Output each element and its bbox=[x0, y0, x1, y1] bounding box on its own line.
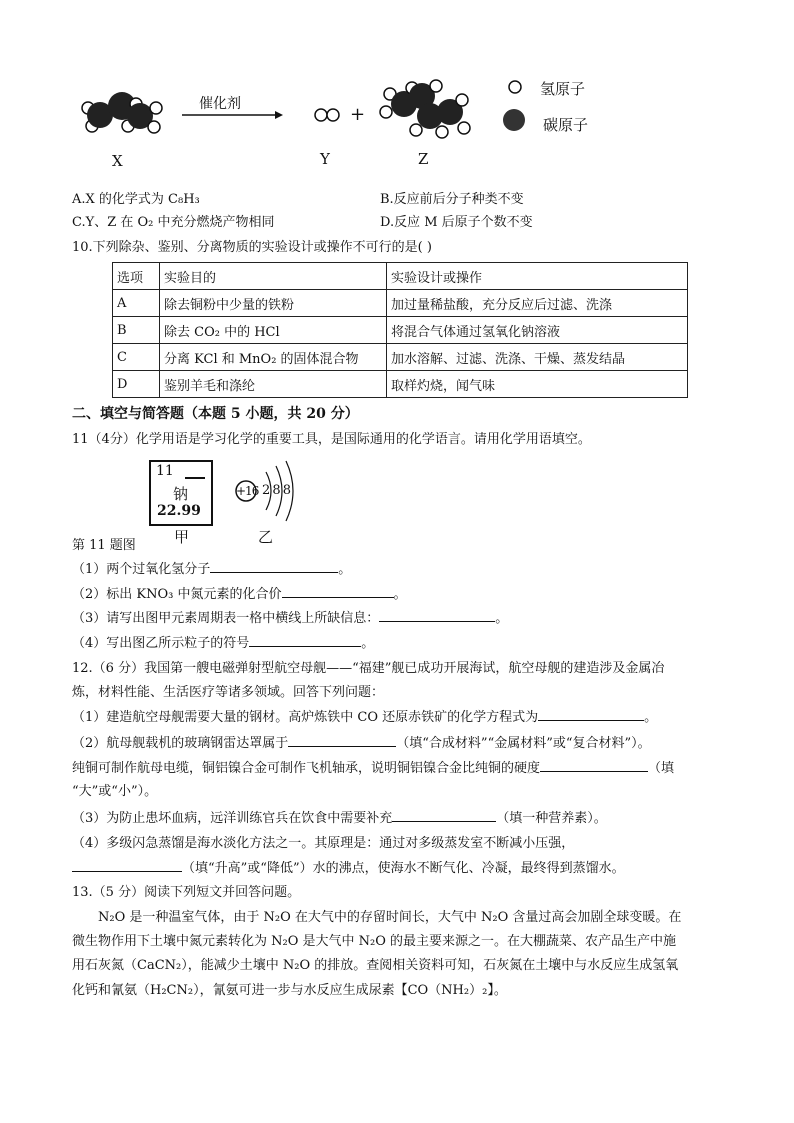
q10-stem: 10.下列除杂、鉴别、分离物质的实验设计或操作不可行的是( ) bbox=[72, 240, 432, 255]
caption-yi: 乙 bbox=[258, 528, 274, 546]
q12-part-2: （2）航母舰载机的玻璃钢雷达罩属于 （填“合成材料”“金属材料”或“复合材料”）。 bbox=[72, 733, 651, 754]
table-cell: 取样灼烧，闻气味 bbox=[387, 371, 688, 398]
table-cell: 加水溶解、过滤、洗涤、干燥、蒸发结晶 bbox=[387, 344, 688, 371]
table-row bbox=[113, 344, 688, 371]
legend-carbon-text: 碳原子 bbox=[543, 116, 589, 134]
table-cell: 除去 CO₂ 中的 HCl bbox=[160, 317, 387, 344]
hydrogen-legend-icon bbox=[509, 81, 521, 93]
header-cell: 选项 bbox=[113, 263, 160, 290]
header-cell: 实验目的 bbox=[160, 263, 387, 290]
q12-part-4-cont: （填“升高”或“降低”）水的沸点，使海水不断气化、冷凝，最终得到蒸馏水。 bbox=[72, 858, 625, 879]
element-cell bbox=[149, 460, 213, 526]
element-number: 11 bbox=[156, 463, 174, 479]
q13-para-line: 微生物作用下土壤中氮元素转化为 N₂O 是大气中 N₂O 的最主要来源之一。在大棚蔬菜、农产品生产中施 bbox=[72, 934, 677, 949]
q12-stem-1: 12.（6 分）我国第一艘电磁弹射型航空母舰——“福建”舰已成功开展海试，航空母舰的建造涉及金属冶 bbox=[72, 661, 665, 676]
q12-part-2-end: “大”或“小”）。 bbox=[72, 784, 158, 799]
header-cell: 实验设计或操作 bbox=[387, 263, 688, 290]
element-blank-line bbox=[185, 477, 205, 479]
molecule-z bbox=[380, 80, 470, 138]
option-b: B.反应前后分子种类不变 bbox=[380, 192, 524, 207]
q13-para-line: 用石灰氮（CaCN₂），能减少土壤中 N₂O 的排放。查阅相关资料可知，石灰氮在土壤中与水反应生成氢氧 bbox=[72, 958, 679, 973]
table-cell: 鉴别羊毛和涤纶 bbox=[160, 371, 387, 398]
table-cell: 加过量稀盐酸，充分反应后过滤、洗涤 bbox=[387, 290, 688, 317]
catalyst-label: 催化剂 bbox=[199, 96, 241, 112]
fig11-label: 第 11 题图 bbox=[72, 538, 136, 553]
table-cell: 除去铜粉中少量的铁粉 bbox=[160, 290, 387, 317]
table-cell: B bbox=[113, 317, 160, 344]
table-cell: D bbox=[113, 371, 160, 398]
q12-stem-2: 炼，材料性能、生活医疗等诸多领域。回答下列问题： bbox=[72, 685, 385, 700]
option-d: D.反应 M 后原子个数不变 bbox=[380, 215, 533, 230]
q13-para-line: N₂O 是一种温室气体，由于 N₂O 在大气中的存留时间长，大气中 N₂O 含量过高会加剧全球变暖。在 bbox=[98, 910, 682, 925]
q12-part-3: （3）为防止患坏血病，远洋训练官兵在饮食中需要补充 （填一种营养素）。 bbox=[72, 808, 607, 829]
molecule-x bbox=[82, 92, 162, 133]
molecule-y bbox=[315, 109, 339, 121]
label-y: Y bbox=[320, 150, 330, 168]
option-c: C.Y、Z 在 O₂ 中充分燃烧产物相同 bbox=[72, 215, 275, 230]
q11-stem: 11（4分）化学用语是学习化学的重要工具，是国际通用的化学语言。请用化学用语填空。 bbox=[72, 432, 591, 447]
q12-part-4: （4）多级闪急蒸馏是海水淡化方法之一。其原理是：通过对多级蒸发室不断减小压强， bbox=[72, 836, 575, 851]
table-row bbox=[113, 371, 688, 398]
caption-jia: 甲 bbox=[174, 528, 190, 546]
q13-para-line: 化钙和氰氨（H₂CN₂），氰氨可进一步与水反应生成尿素【CO（NH₂）₂】。 bbox=[72, 983, 507, 998]
atom-shells: 2 8 8 bbox=[262, 483, 291, 498]
label-z: Z bbox=[418, 150, 429, 168]
q11-item-3: （3）请写出图甲元素周期表一格中横线上所缺信息： 。 bbox=[72, 608, 508, 629]
table-header-row bbox=[113, 263, 688, 290]
q11-item-2: （2）标出 KNO₃ 中氮元素的化合价 。 bbox=[72, 584, 407, 605]
label-x: X bbox=[112, 152, 123, 170]
table-row bbox=[113, 290, 688, 317]
atom-nucleus: +16 bbox=[236, 484, 259, 498]
q11-item-1: （1）两个过氧化氢分子 。 bbox=[72, 559, 351, 580]
legend-hydrogen-text: 氢原子 bbox=[540, 80, 586, 98]
q13-stem: 13.（5 分）阅读下列短文并回答问题。 bbox=[72, 885, 301, 900]
q12-part-1: （1）建造航空母舰需要大量的钢材。高炉炼铁中 CO 还原赤铁矿的化学方程式为 。 bbox=[72, 707, 657, 728]
option-a: A.X 的化学式为 C₈H₃ bbox=[72, 192, 200, 207]
element-name: 钠 bbox=[173, 485, 189, 503]
q12-part-2-cont: 纯铜可制作航母电缆，铜铝镍合金可制作飞机轴承，说明铜铝镍合金比纯铜的硬度 （填 bbox=[72, 758, 674, 779]
table-row bbox=[113, 317, 688, 344]
carbon-legend-icon bbox=[503, 109, 525, 131]
table-cell: 分离 KCl 和 MnO₂ 的固体混合物 bbox=[160, 344, 387, 371]
section-title: 二、填空与简答题（本题 5 小题，共 20 分） bbox=[72, 406, 359, 422]
element-mass: 22.99 bbox=[157, 503, 201, 519]
table-cell: C bbox=[113, 344, 160, 371]
table-cell: 将混合气体通过氢氧化钠溶液 bbox=[387, 317, 688, 344]
table-cell: A bbox=[113, 290, 160, 317]
q10-table bbox=[112, 262, 688, 398]
q11-item-4: （4）写出图乙所示粒子的符号 。 bbox=[72, 633, 374, 654]
plus-sign: + bbox=[350, 104, 366, 125]
